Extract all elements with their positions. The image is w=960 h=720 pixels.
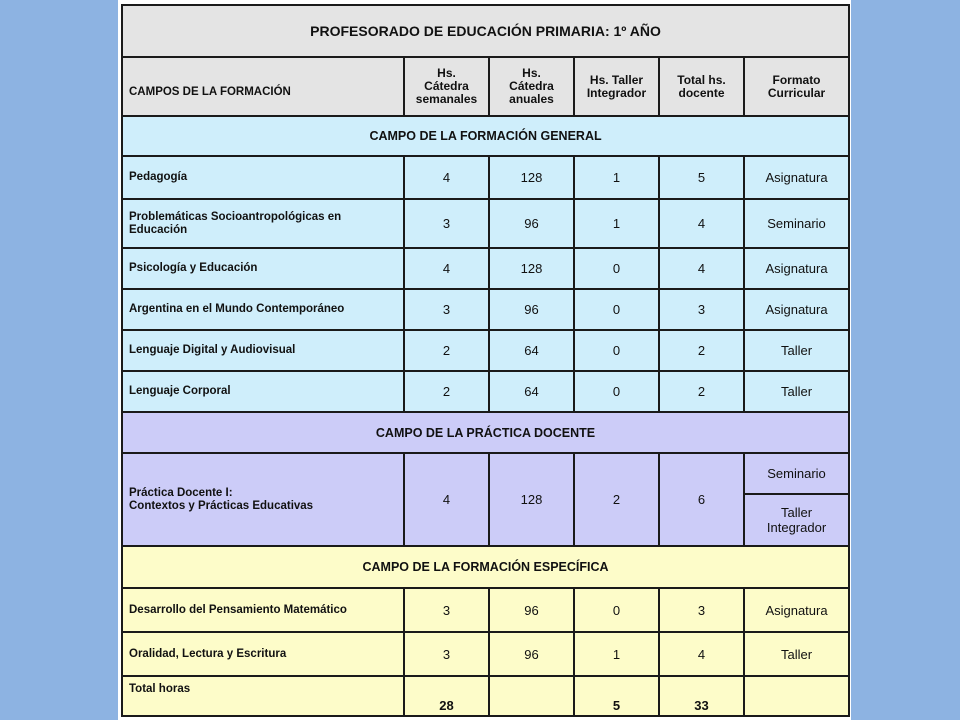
hs-semanales: 2 — [404, 330, 489, 371]
total-taller: 5 — [574, 676, 659, 716]
total-formato — [744, 676, 849, 716]
hs-total: 2 — [659, 371, 744, 412]
hs-taller: 2 — [574, 453, 659, 546]
formato: Asignatura — [744, 588, 849, 632]
section-title-especifica: CAMPO DE LA FORMACIÓN ESPECÍFICA — [122, 546, 849, 588]
hs-anuales: 64 — [489, 330, 574, 371]
total-total: 33 — [659, 676, 744, 716]
hs-anuales: 64 — [489, 371, 574, 412]
hs-anuales: 128 — [489, 156, 574, 199]
formato-taller-integrador: Taller Integrador — [744, 494, 849, 546]
subject-name: Problemáticas Socioantropológicas en Educación — [122, 199, 404, 248]
hs-semanales: 3 — [404, 289, 489, 330]
hs-semanales: 4 — [404, 453, 489, 546]
hs-anuales: 96 — [489, 588, 574, 632]
hs-anuales: 96 — [489, 199, 574, 248]
hs-total: 4 — [659, 632, 744, 676]
formato-seminario: Seminario — [744, 453, 849, 494]
hs-total: 4 — [659, 199, 744, 248]
hs-semanales: 4 — [404, 248, 489, 289]
hs-taller: 0 — [574, 248, 659, 289]
hs-taller: 0 — [574, 330, 659, 371]
subject-name: Desarrollo del Pensamiento Matemático — [122, 588, 404, 632]
table-title: PROFESORADO DE EDUCACIÓN PRIMARIA: 1º AÑO — [122, 5, 849, 57]
header-semanales: Hs. Cátedra semanales — [404, 57, 489, 116]
table-row — [122, 632, 849, 676]
formato: Asignatura — [744, 248, 849, 289]
table-row — [122, 453, 849, 494]
formato: Taller — [744, 371, 849, 412]
section-title-general: CAMPO DE LA FORMACIÓN GENERAL — [122, 116, 849, 156]
header-formato: Formato Curricular — [744, 57, 849, 116]
total-anuales — [489, 676, 574, 716]
table-row — [122, 371, 849, 412]
formato: Seminario — [744, 199, 849, 248]
header-campos: CAMPOS DE LA FORMACIÓN — [122, 57, 404, 116]
table-row — [122, 199, 849, 248]
hs-taller: 0 — [574, 289, 659, 330]
hs-total: 4 — [659, 248, 744, 289]
table-row — [122, 588, 849, 632]
header-taller: Hs. Taller Integrador — [574, 57, 659, 116]
section-title-practica: CAMPO DE LA PRÁCTICA DOCENTE — [122, 412, 849, 453]
formato: Asignatura — [744, 156, 849, 199]
table-row — [122, 156, 849, 199]
hs-total: 2 — [659, 330, 744, 371]
table-row — [122, 289, 849, 330]
hs-semanales: 3 — [404, 588, 489, 632]
hs-semanales: 3 — [404, 632, 489, 676]
header-total: Total hs. docente — [659, 57, 744, 116]
hs-anuales: 128 — [489, 453, 574, 546]
hs-semanales: 2 — [404, 371, 489, 412]
subject-name: Argentina en el Mundo Contemporáneo — [122, 289, 404, 330]
subject-name: Lenguaje Corporal — [122, 371, 404, 412]
table-row — [122, 330, 849, 371]
formato: Taller — [744, 330, 849, 371]
hs-total: 3 — [659, 289, 744, 330]
hs-anuales: 128 — [489, 248, 574, 289]
hs-anuales: 96 — [489, 289, 574, 330]
hs-total: 6 — [659, 453, 744, 546]
header-anuales: Hs. Cátedra anuales — [489, 57, 574, 116]
hs-total: 5 — [659, 156, 744, 199]
table-row — [122, 248, 849, 289]
formato: Taller — [744, 632, 849, 676]
subject-name: Psicología y Educación — [122, 248, 404, 289]
hs-anuales: 96 — [489, 632, 574, 676]
total-row — [122, 676, 849, 716]
total-label: Total horas — [122, 676, 404, 716]
hs-taller: 1 — [574, 199, 659, 248]
hs-total: 3 — [659, 588, 744, 632]
hs-taller: 1 — [574, 156, 659, 199]
hs-taller: 1 — [574, 632, 659, 676]
subject-name: Pedagogía — [122, 156, 404, 199]
total-semanales: 28 — [404, 676, 489, 716]
formato: Asignatura — [744, 289, 849, 330]
subject-name: Práctica Docente I: Contextos y Prácticas Educativas — [122, 453, 404, 546]
document-sheet — [118, 0, 851, 720]
hs-taller: 0 — [574, 588, 659, 632]
hs-semanales: 4 — [404, 156, 489, 199]
hs-taller: 0 — [574, 371, 659, 412]
subject-name: Lenguaje Digital y Audiovisual — [122, 330, 404, 371]
subject-name: Oralidad, Lectura y Escritura — [122, 632, 404, 676]
hs-semanales: 3 — [404, 199, 489, 248]
curriculum-table — [121, 4, 850, 717]
